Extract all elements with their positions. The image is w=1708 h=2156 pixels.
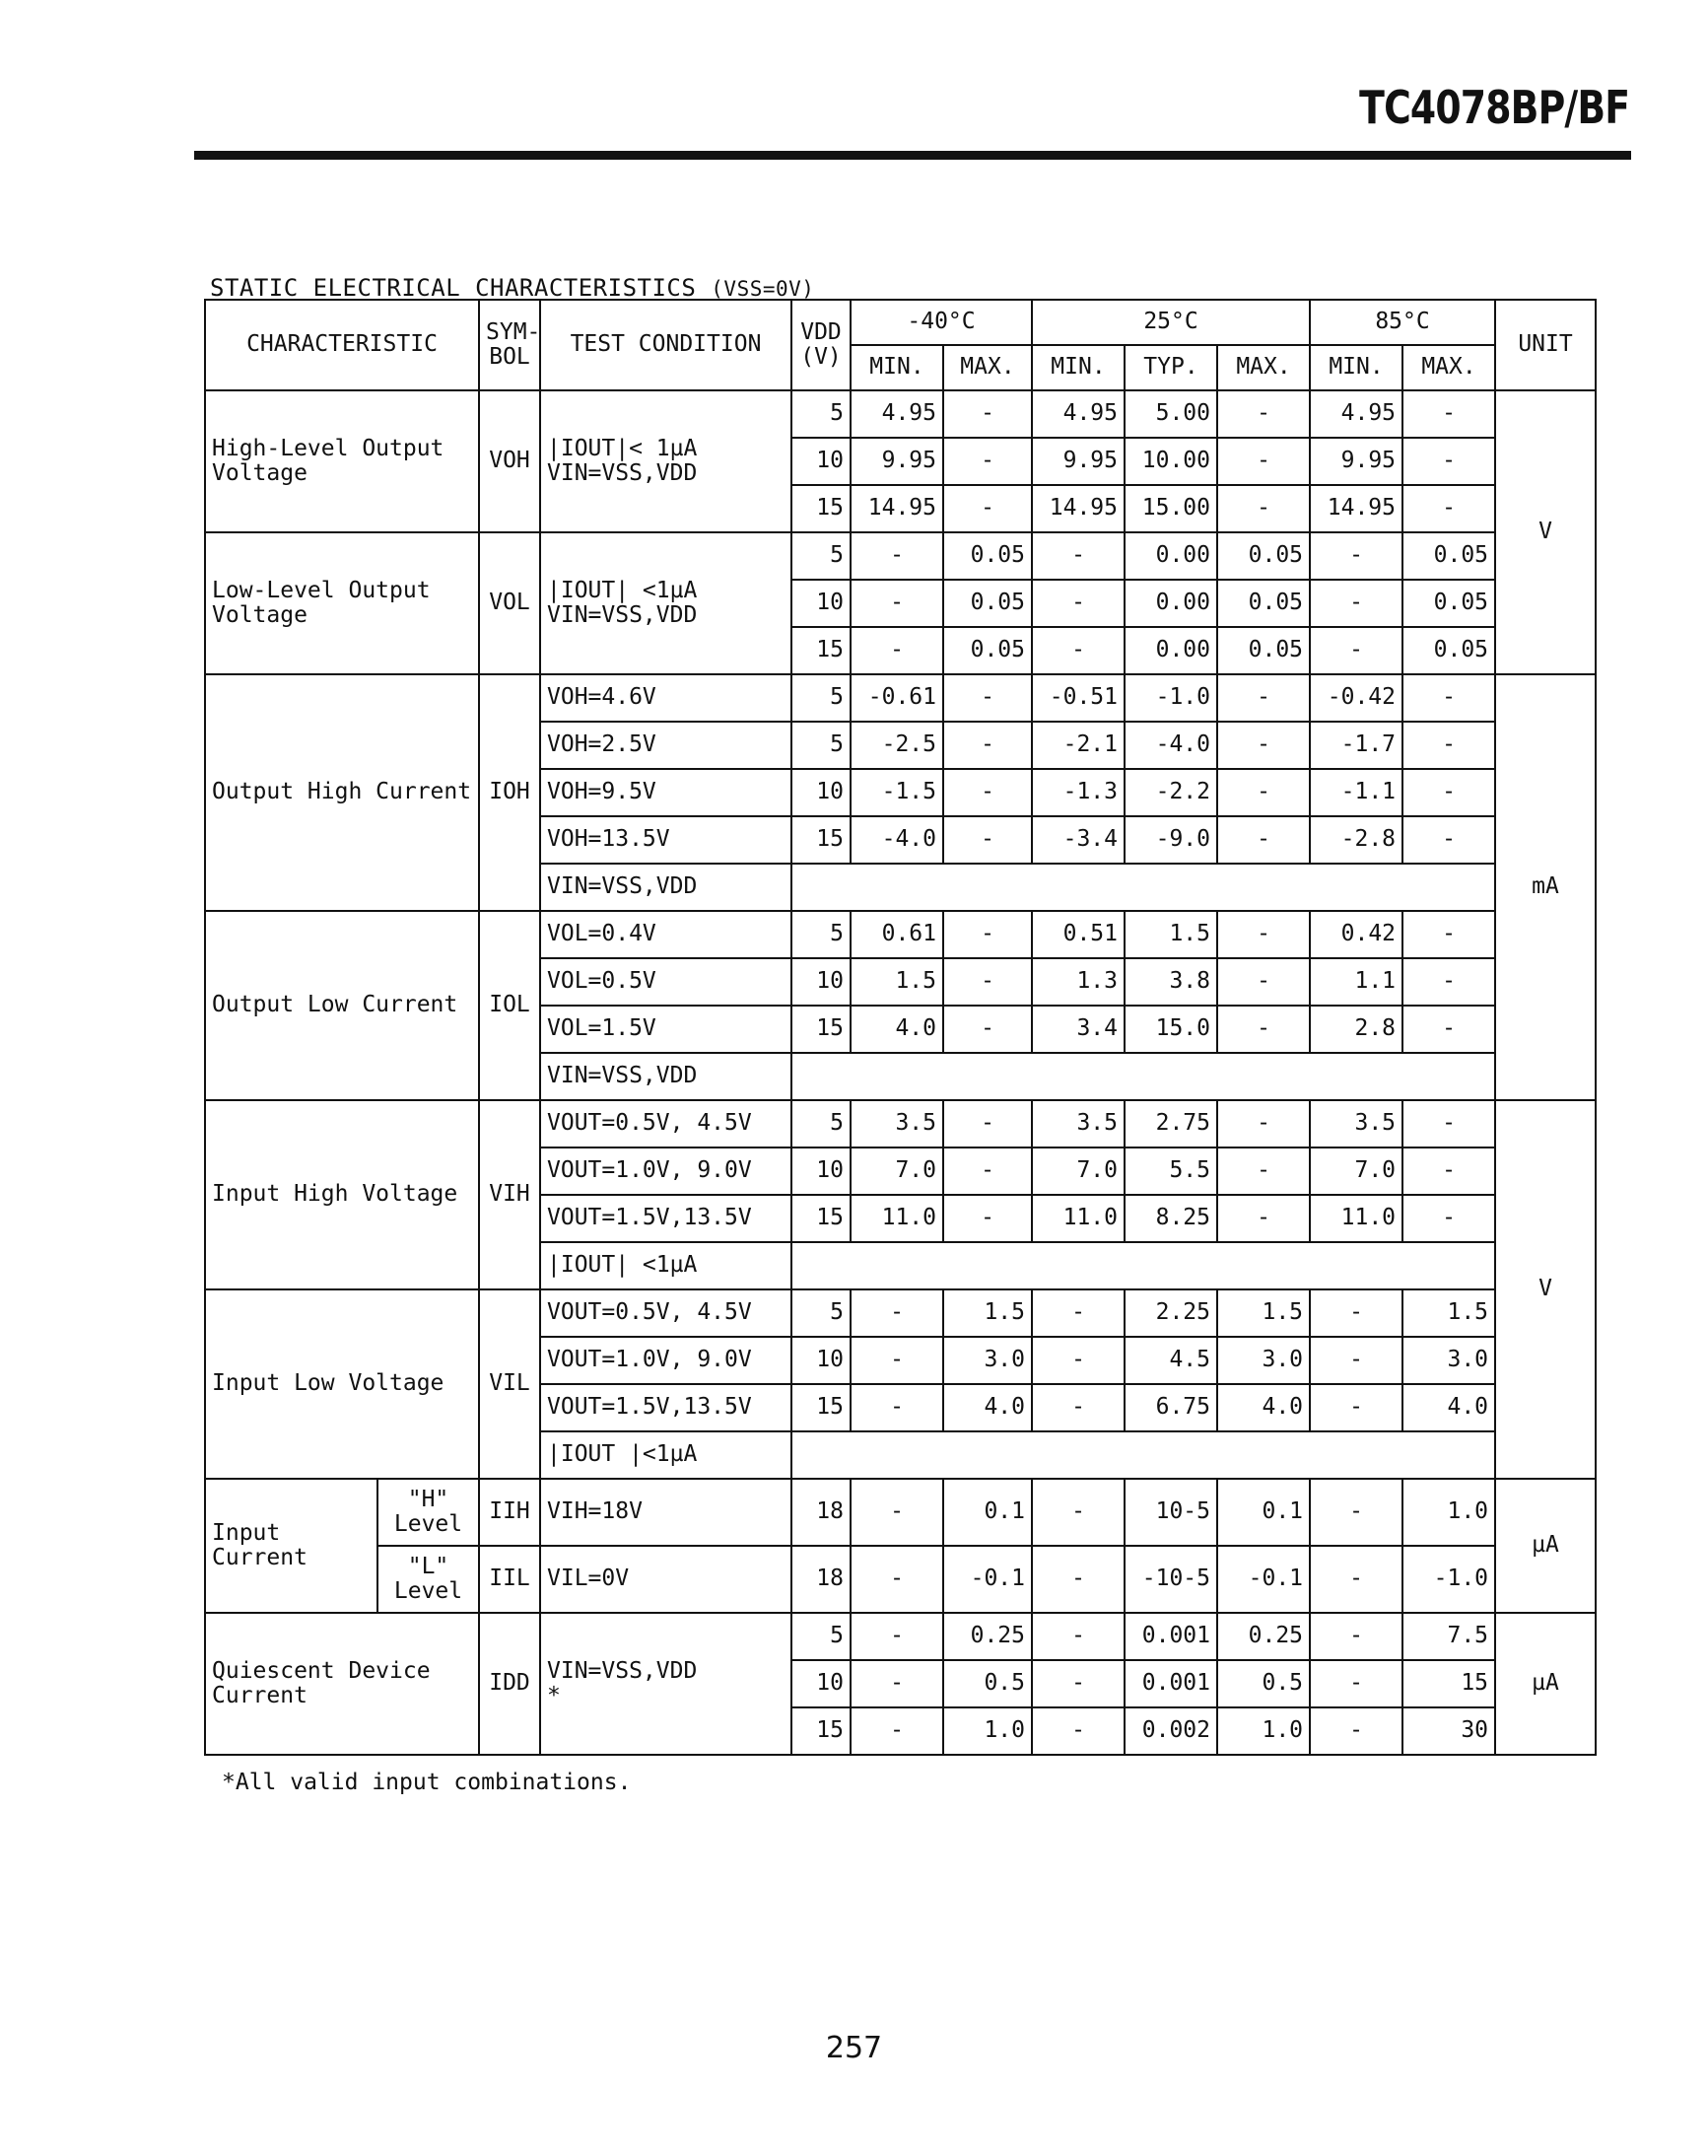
value-cell: 10-5 [1125,1479,1217,1546]
value-cell: -4.0 [851,816,943,864]
value-cell: - [1217,1100,1310,1148]
test-condition: VOUT=1.5V,13.5V [540,1195,791,1242]
value-cell: - [943,722,1032,769]
value-cell: - [943,911,1032,958]
test-condition-line: |IOUT|< 1µA [547,435,698,461]
value-cell: 14.95 [1032,485,1125,532]
value-cell: 10.00 [1125,438,1217,485]
symbol: IDD [479,1613,540,1755]
value-cell: - [1402,1006,1495,1053]
symbol: IOH [479,674,540,911]
value-cell: 3.0 [1217,1337,1310,1384]
symbol: IIL [479,1546,540,1613]
characteristic-name: Output Low Current [205,911,479,1100]
value-cell: 0.05 [1217,627,1310,674]
value-cell: 1.5 [851,958,943,1006]
test-condition [540,532,791,674]
empty-cell [791,1431,1495,1479]
value-cell: 0.5 [1217,1660,1310,1707]
vdd-cell: 10 [791,438,851,485]
value-cell: - [1310,1337,1402,1384]
value-cell: 9.95 [851,438,943,485]
value-cell: - [1217,769,1310,816]
table-row [205,1479,1596,1546]
col-header-symbol: SYM- BOL [479,300,540,390]
vdd-cell: 5 [791,1100,851,1148]
value-cell: - [851,1289,943,1337]
table-title-vss: (VSS=0V) [711,277,815,301]
static-characteristics-table [204,299,1597,1756]
test-condition: VOL=0.4V [540,911,791,958]
value-cell: - [851,1546,943,1613]
empty-cell [791,1242,1495,1289]
table-row [205,911,1596,958]
table-title-main: STATIC ELECTRICAL CHARACTERISTICS [210,274,697,302]
value-cell: - [1032,1546,1125,1613]
test-condition: VOH=2.5V [540,722,791,769]
test-condition-common: |IOUT |<1µA [540,1431,791,1479]
value-cell: 1.0 [1217,1707,1310,1755]
value-cell: - [943,390,1032,438]
footnote-mark: * [547,1683,561,1708]
value-cell: - [1217,1195,1310,1242]
value-cell: -2.1 [1032,722,1125,769]
col-header-typ: TYP. [1125,345,1217,390]
value-cell: - [1402,911,1495,958]
value-cell: 7.5 [1402,1613,1495,1660]
vdd-cell: 18 [791,1546,851,1613]
level-label: "L" Level [377,1546,479,1613]
test-condition-common: VIN=VSS,VDD [540,1053,791,1100]
value-cell: 1.5 [1402,1289,1495,1337]
value-cell: - [1310,532,1402,580]
value-cell: - [1310,1384,1402,1431]
characteristic-name: Input Current [205,1479,377,1613]
value-cell: -1.0 [1402,1546,1495,1613]
test-condition: VOH=13.5V [540,816,791,864]
table-title [210,274,814,302]
value-cell: 0.1 [1217,1479,1310,1546]
col-header-vdd: VDD (V) [791,300,851,390]
test-condition-line: VIN=VSS,VDD [547,602,698,628]
col-header-max: MAX. [1402,345,1495,390]
table-row [205,1100,1596,1148]
col-header-max: MAX. [943,345,1032,390]
vdd-cell: 10 [791,1148,851,1195]
value-cell: 1.5 [943,1289,1032,1337]
value-cell: 0.05 [1217,580,1310,627]
value-cell: 0.5 [943,1660,1032,1707]
value-cell: - [1402,390,1495,438]
value-cell: 4.0 [1402,1384,1495,1431]
characteristic-name: Low-Level Output Voltage [205,532,479,674]
unit-cell: µA [1495,1479,1596,1613]
value-cell: - [1310,580,1402,627]
empty-cell [791,1053,1495,1100]
value-cell: - [1217,722,1310,769]
test-condition-line: |IOUT| <1µA [547,577,698,603]
table-row [205,1289,1596,1337]
value-cell: - [943,485,1032,532]
value-cell: -2.5 [851,722,943,769]
value-cell: - [1217,1006,1310,1053]
value-cell: 2.8 [1310,1006,1402,1053]
value-cell: 1.0 [943,1707,1032,1755]
value-cell: -0.61 [851,674,943,722]
value-cell: - [1217,911,1310,958]
value-cell: - [943,1195,1032,1242]
table-row [205,674,1596,722]
value-cell: 1.5 [1217,1289,1310,1337]
value-cell: 3.8 [1125,958,1217,1006]
value-cell: - [1217,958,1310,1006]
value-cell: - [1402,958,1495,1006]
value-cell: - [943,1006,1032,1053]
value-cell: - [851,532,943,580]
value-cell: -0.1 [1217,1546,1310,1613]
value-cell: 0.05 [1402,580,1495,627]
value-cell: 4.95 [851,390,943,438]
header-rule [194,151,1631,160]
value-cell: - [1310,1289,1402,1337]
vdd-cell: 5 [791,911,851,958]
value-cell: - [1217,390,1310,438]
value-cell: - [943,769,1032,816]
test-condition: VOUT=0.5V, 4.5V [540,1100,791,1148]
value-cell: - [1402,1148,1495,1195]
value-cell: - [1310,1660,1402,1707]
value-cell: - [943,958,1032,1006]
value-cell: -2.8 [1310,816,1402,864]
part-number: TC4078BP/BF [1358,81,1629,134]
table-row [205,1613,1596,1660]
value-cell: 0.00 [1125,627,1217,674]
value-cell: -1.0 [1125,674,1217,722]
value-cell: - [943,438,1032,485]
test-condition-common: VIN=VSS,VDD [540,864,791,911]
test-condition: VIL=0V [540,1546,791,1613]
test-condition: VOL=1.5V [540,1006,791,1053]
value-cell: - [1310,1546,1402,1613]
value-cell: -9.0 [1125,816,1217,864]
value-cell: - [943,816,1032,864]
characteristic-name: Output High Current [205,674,479,911]
test-condition [540,390,791,532]
value-cell: -10-5 [1125,1546,1217,1613]
value-cell: 3.5 [1310,1100,1402,1148]
col-header-test-condition: TEST CONDITION [540,300,791,390]
vdd-cell: 15 [791,816,851,864]
value-cell: - [1032,532,1125,580]
value-cell: - [851,580,943,627]
value-cell: 14.95 [851,485,943,532]
value-cell: - [851,1660,943,1707]
value-cell: 0.1 [943,1479,1032,1546]
value-cell: 11.0 [851,1195,943,1242]
value-cell: - [1402,674,1495,722]
value-cell: - [1217,485,1310,532]
value-cell: 4.95 [1310,390,1402,438]
test-condition: VOH=4.6V [540,674,791,722]
vdd-cell: 5 [791,532,851,580]
col-header-max: MAX. [1217,345,1310,390]
value-cell: - [851,1707,943,1755]
value-cell: - [1032,1384,1125,1431]
value-cell: - [1032,1289,1125,1337]
value-cell: 0.00 [1125,532,1217,580]
empty-cell [791,864,1495,911]
col-header-characteristic: CHARACTERISTIC [205,300,479,390]
value-cell: 0.05 [943,532,1032,580]
value-cell: - [1032,580,1125,627]
value-cell: 15.0 [1125,1006,1217,1053]
value-cell: - [851,1479,943,1546]
value-cell: - [851,627,943,674]
value-cell: 0.002 [1125,1707,1217,1755]
characteristic-name: Input Low Voltage [205,1289,479,1479]
value-cell: - [1402,722,1495,769]
value-cell: 0.05 [1402,532,1495,580]
value-cell: 0.05 [1402,627,1495,674]
value-cell: 4.95 [1032,390,1125,438]
vdd-cell: 5 [791,1613,851,1660]
vdd-cell: 15 [791,1006,851,1053]
value-cell: 3.5 [851,1100,943,1148]
value-cell: 11.0 [1310,1195,1402,1242]
characteristic-name: Quiescent Device Current [205,1613,479,1755]
page-number: 257 [825,2031,883,2065]
value-cell: - [1402,438,1495,485]
unit-cell: µA [1495,1613,1596,1755]
value-cell: -1.7 [1310,722,1402,769]
value-cell: - [1032,627,1125,674]
symbol: VIH [479,1100,540,1289]
test-condition-line: VIN=VSS,VDD [547,1657,698,1684]
value-cell: -3.4 [1032,816,1125,864]
test-condition: VOH=9.5V [540,769,791,816]
vdd-cell: 10 [791,580,851,627]
test-condition: VOUT=0.5V, 4.5V [540,1289,791,1337]
value-cell: - [851,1384,943,1431]
table-row [205,390,1596,438]
vdd-cell: 15 [791,627,851,674]
value-cell: 0.51 [1032,911,1125,958]
value-cell: 11.0 [1032,1195,1125,1242]
value-cell: 4.5 [1125,1337,1217,1384]
symbol: VOL [479,532,540,674]
unit-cell: V [1495,390,1596,674]
col-header-temp-25: 25°C [1032,300,1310,345]
value-cell: 8.25 [1125,1195,1217,1242]
value-cell: 2.25 [1125,1289,1217,1337]
value-cell: 9.95 [1032,438,1125,485]
value-cell: 2.75 [1125,1100,1217,1148]
vdd-cell: 10 [791,769,851,816]
value-cell: 3.0 [943,1337,1032,1384]
value-cell: 1.1 [1310,958,1402,1006]
characteristic-name: Input High Voltage [205,1100,479,1289]
value-cell: 15.00 [1125,485,1217,532]
value-cell: - [1310,1479,1402,1546]
value-cell: 4.0 [851,1006,943,1053]
value-cell: 1.5 [1125,911,1217,958]
value-cell: 0.05 [943,580,1032,627]
col-header-unit: UNIT [1495,300,1596,390]
symbol: IOL [479,911,540,1100]
value-cell: 6.75 [1125,1384,1217,1431]
vdd-cell: 5 [791,1289,851,1337]
test-condition-line: VIN=VSS,VDD [547,460,698,486]
level-label: "H" Level [377,1479,479,1546]
value-cell: -1.3 [1032,769,1125,816]
value-cell: - [1310,1613,1402,1660]
value-cell: 9.95 [1310,438,1402,485]
vdd-cell: 15 [791,1195,851,1242]
value-cell: 15 [1402,1660,1495,1707]
value-cell: - [851,1337,943,1384]
value-cell: -4.0 [1125,722,1217,769]
symbol: VIL [479,1289,540,1479]
value-cell: - [1310,627,1402,674]
value-cell: - [943,1148,1032,1195]
value-cell: 30 [1402,1707,1495,1755]
vdd-cell: 5 [791,722,851,769]
symbol: IIH [479,1479,540,1546]
footnote: *All valid input combinations. [222,1770,632,1795]
value-cell: 0.05 [943,627,1032,674]
test-condition: VOUT=1.0V, 9.0V [540,1337,791,1384]
vdd-cell: 15 [791,1707,851,1755]
value-cell: - [1402,816,1495,864]
value-cell: - [943,674,1032,722]
value-cell: - [1217,438,1310,485]
test-condition [540,1613,791,1755]
value-cell: - [1402,1100,1495,1148]
vdd-cell: 10 [791,1337,851,1384]
unit-cell: mA [1495,674,1596,1100]
value-cell: -0.42 [1310,674,1402,722]
value-cell: -2.2 [1125,769,1217,816]
value-cell: 0.42 [1310,911,1402,958]
value-cell: - [1032,1479,1125,1546]
value-cell: 0.001 [1125,1613,1217,1660]
test-condition: VOL=0.5V [540,958,791,1006]
vdd-cell: 15 [791,485,851,532]
value-cell: 7.0 [1310,1148,1402,1195]
col-header-min: MIN. [1032,345,1125,390]
col-header-temp-minus40: -40°C [851,300,1032,345]
value-cell: - [1402,1195,1495,1242]
value-cell: - [1032,1337,1125,1384]
vdd-cell: 5 [791,674,851,722]
value-cell: 14.95 [1310,485,1402,532]
value-cell: - [1032,1707,1125,1755]
value-cell: - [1310,1707,1402,1755]
value-cell: 0.00 [1125,580,1217,627]
value-cell: - [1217,674,1310,722]
value-cell: 1.0 [1402,1479,1495,1546]
value-cell: 0.25 [1217,1613,1310,1660]
value-cell: 4.0 [943,1384,1032,1431]
vdd-cell: 10 [791,958,851,1006]
value-cell: - [1402,485,1495,532]
value-cell: 0.25 [943,1613,1032,1660]
value-cell: 3.0 [1402,1337,1495,1384]
value-cell: 3.4 [1032,1006,1125,1053]
value-cell: - [1032,1613,1125,1660]
value-cell: 4.0 [1217,1384,1310,1431]
vdd-cell: 15 [791,1384,851,1431]
symbol: VOH [479,390,540,532]
value-cell: 5.5 [1125,1148,1217,1195]
col-header-min: MIN. [851,345,943,390]
value-cell: 0.001 [1125,1660,1217,1707]
table-row [205,1546,1596,1613]
value-cell: - [1032,1660,1125,1707]
value-cell: 7.0 [851,1148,943,1195]
value-cell: -0.1 [943,1546,1032,1613]
test-condition: VOUT=1.0V, 9.0V [540,1148,791,1195]
value-cell: - [943,1100,1032,1148]
value-cell: 0.05 [1217,532,1310,580]
table-body [205,390,1596,1755]
col-header-min: MIN. [1310,345,1402,390]
value-cell: -1.1 [1310,769,1402,816]
value-cell: 7.0 [1032,1148,1125,1195]
value-cell: -0.51 [1032,674,1125,722]
value-cell: 3.5 [1032,1100,1125,1148]
value-cell: - [1217,816,1310,864]
value-cell: 1.3 [1032,958,1125,1006]
value-cell: - [851,1613,943,1660]
test-condition-common: |IOUT| <1µA [540,1242,791,1289]
vdd-cell: 5 [791,390,851,438]
value-cell: -1.5 [851,769,943,816]
unit-cell: V [1495,1100,1596,1479]
value-cell: 5.00 [1125,390,1217,438]
col-header-temp-85: 85°C [1310,300,1495,345]
value-cell: - [1217,1148,1310,1195]
value-cell: - [1402,769,1495,816]
vdd-cell: 18 [791,1479,851,1546]
test-condition: VIH=18V [540,1479,791,1546]
vdd-cell: 10 [791,1660,851,1707]
value-cell: 0.61 [851,911,943,958]
characteristic-name: High-Level Output Voltage [205,390,479,532]
table-row [205,532,1596,580]
test-condition: VOUT=1.5V,13.5V [540,1384,791,1431]
